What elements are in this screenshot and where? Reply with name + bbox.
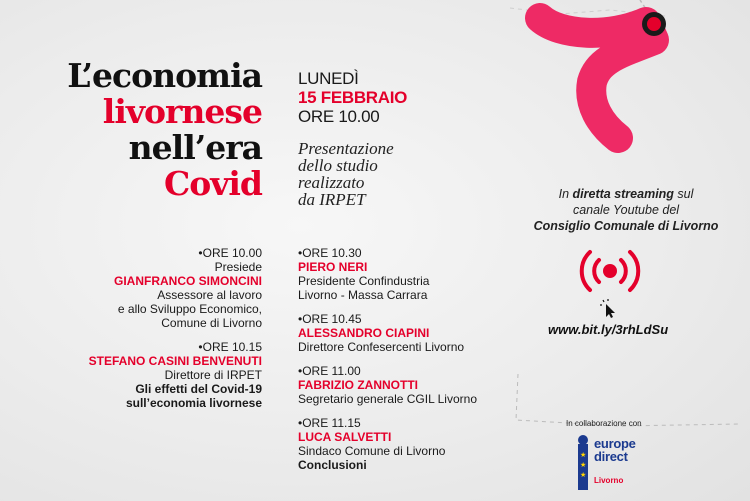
presentation-line: realizzato bbox=[298, 173, 365, 192]
speaker-desc: Assessore al lavoro bbox=[157, 288, 262, 302]
speaker-topic: Conclusioni bbox=[298, 458, 367, 472]
streaming-line-1 bbox=[515, 186, 737, 202]
streaming-bold: diretta streaming bbox=[572, 187, 674, 201]
program-time: • ORE 11.00 bbox=[298, 364, 477, 378]
program-item bbox=[298, 416, 477, 472]
star-icon: ★ bbox=[580, 462, 587, 469]
event-date bbox=[298, 69, 407, 126]
program-left bbox=[89, 246, 262, 420]
title-line-1: L’economia bbox=[67, 56, 262, 95]
event-date-value: 15 FEBBRAIO bbox=[298, 88, 408, 107]
program-role: Presiede bbox=[214, 260, 262, 274]
program-time: • ORE 10.45 bbox=[298, 312, 477, 326]
presentation-line: da IRPET bbox=[298, 190, 366, 209]
speaker-desc: Sindaco Comune di Livorno bbox=[298, 444, 446, 458]
program-time: • ORE 10.30 bbox=[298, 246, 477, 260]
logo-subtitle: Livorno bbox=[594, 476, 624, 485]
speaker-desc: Direttore di IRPET bbox=[164, 368, 262, 382]
program-time: • ORE 10.15 bbox=[89, 340, 262, 354]
event-day: LUNEDÌ bbox=[298, 69, 359, 88]
event-time: ORE 10.00 bbox=[298, 107, 380, 126]
program-right bbox=[298, 246, 477, 482]
star-icon: ★ bbox=[580, 452, 587, 459]
title-line-4: Covid bbox=[163, 164, 262, 203]
streaming-info bbox=[515, 186, 737, 234]
speaker-name: GIANFRANCO SIMONCINI bbox=[114, 274, 262, 288]
speaker-desc: Presidente Confindustria bbox=[298, 274, 430, 288]
logo-text bbox=[594, 437, 636, 463]
logo-line-1: europe bbox=[594, 436, 636, 451]
program-item bbox=[298, 246, 477, 302]
speaker-topic: Gli effetti del Covid-19 bbox=[135, 382, 262, 396]
collab-label: In collaborazione con bbox=[566, 419, 642, 428]
presentation-text bbox=[298, 140, 394, 208]
speaker-desc: Comune di Livorno bbox=[161, 316, 262, 330]
speaker-desc: Direttore Confesercenti Livorno bbox=[298, 340, 465, 354]
program-time: • ORE 10.00 bbox=[89, 246, 262, 260]
title-line-2: livornese bbox=[102, 92, 262, 131]
logo-mark-icon bbox=[500, 0, 750, 190]
program-item bbox=[89, 340, 262, 410]
presentation-line: Presentazione bbox=[298, 139, 394, 158]
speaker-desc: Segretario generale CGIL Livorno bbox=[298, 392, 477, 406]
streaming-prefix: In bbox=[558, 187, 570, 201]
program-item bbox=[89, 246, 262, 330]
speaker-name: PIERO NERI bbox=[298, 260, 368, 274]
streaming-link[interactable]: www.bit.ly/3rhLdSu bbox=[548, 322, 669, 337]
streaming-line-3: Consiglio Comunale di Livorno bbox=[533, 219, 719, 233]
streaming-line-2: canale Youtube del bbox=[572, 203, 680, 217]
star-icon: ★ bbox=[580, 472, 587, 479]
logo-line-2: direct bbox=[594, 449, 628, 464]
program-item bbox=[298, 364, 477, 406]
streaming-suffix: sul bbox=[677, 187, 694, 201]
speaker-topic: sull’economia livornese bbox=[125, 396, 262, 410]
speaker-desc: e allo Sviluppo Economico, bbox=[117, 302, 262, 316]
speaker-name: ALESSANDRO CIAPINI bbox=[298, 326, 430, 340]
program-item bbox=[298, 312, 477, 354]
title-line-3: nell’era bbox=[128, 128, 262, 167]
speaker-desc: Livorno - Massa Carrara bbox=[298, 288, 428, 302]
speaker-name: STEFANO CASINI BENVENUTI bbox=[88, 354, 262, 368]
program-time: • ORE 11.15 bbox=[298, 416, 477, 430]
speaker-name: FABRIZIO ZANNOTTI bbox=[298, 378, 418, 392]
cursor-icon bbox=[600, 299, 618, 319]
presentation-line: dello studio bbox=[298, 156, 378, 175]
event-title bbox=[67, 58, 262, 202]
broadcast-icon bbox=[575, 246, 645, 296]
speaker-name: LUCA SALVETTI bbox=[298, 430, 392, 444]
